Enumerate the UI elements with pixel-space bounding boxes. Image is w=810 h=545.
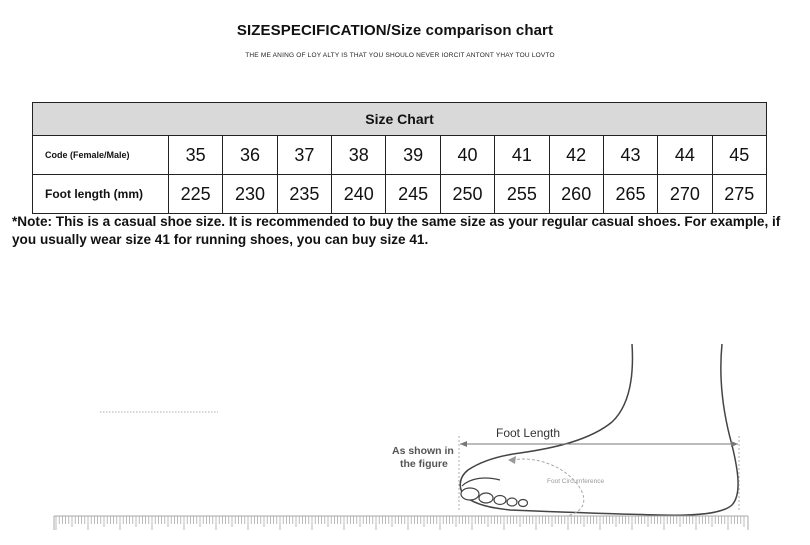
code-cell: 37 xyxy=(277,136,331,175)
page-subtitle: THE ME ANING OF LOY ALTY IS THAT YOU SHOULO NEVER IORCIT ANTONT YHAY TOU LOVTO xyxy=(245,52,555,59)
left-arrowhead-icon xyxy=(460,441,467,447)
code-cell: 39 xyxy=(386,136,440,175)
length-row-label: Foot length (mm) xyxy=(33,175,169,214)
code-cell: 43 xyxy=(603,136,657,175)
circumference-label: Foot Circumference xyxy=(547,478,605,485)
shown-label-line1: As shown in xyxy=(392,445,454,457)
code-cell: 44 xyxy=(658,136,712,175)
length-cell: 275 xyxy=(712,175,766,214)
arc-arrow-icon xyxy=(508,456,516,464)
code-cell: 36 xyxy=(223,136,277,175)
code-cell: 40 xyxy=(440,136,494,175)
length-cell: 265 xyxy=(603,175,657,214)
length-cell: 245 xyxy=(386,175,440,214)
code-cell: 45 xyxy=(712,136,766,175)
length-cell: 260 xyxy=(549,175,603,214)
length-cell: 255 xyxy=(495,175,549,214)
length-cell: 230 xyxy=(223,175,277,214)
table-heading: Size Chart xyxy=(33,103,767,136)
code-cell: 38 xyxy=(332,136,386,175)
foot-length-label: Foot Length xyxy=(496,426,561,440)
size-note: *Note: This is a casual shoe size. It is recommended to buy the same size as your regular casual shoes. For example, if you usually wear size 41 for running shoes, you can buy size 41. xyxy=(12,214,781,247)
toes-icon xyxy=(461,478,528,507)
shown-label-line2: the figure xyxy=(400,458,448,470)
length-cell: 250 xyxy=(440,175,494,214)
right-arrowhead-icon xyxy=(731,441,738,447)
length-cell: 270 xyxy=(658,175,712,214)
circumference-arc xyxy=(512,459,584,516)
code-cell: 41 xyxy=(495,136,549,175)
code-cell: 35 xyxy=(169,136,223,175)
code-row-label: Code (Female/Male) xyxy=(33,136,169,175)
length-cell: 225 xyxy=(169,175,223,214)
code-cell: 42 xyxy=(549,136,603,175)
length-cell: 235 xyxy=(277,175,331,214)
page-title: SIZESPECIFICATION/Size comparison chart xyxy=(236,22,554,39)
ruler xyxy=(54,516,748,530)
length-cell: 240 xyxy=(332,175,386,214)
